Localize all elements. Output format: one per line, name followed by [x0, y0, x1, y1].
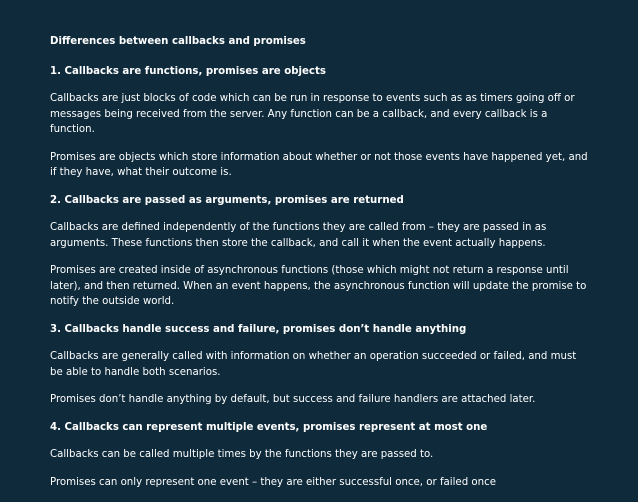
section-paragraph: Callbacks are just blocks of code which can be run in response to events such as as timers going off or messages being received from the server. Any function can be a callback, and every callback is a function.: [50, 93, 575, 135]
section-paragraph: Promises can only represent one event – they are either successful once, or failed once: [50, 476, 496, 488]
section-heading: 4. Callbacks can represent multiple events, promises represent at most one: [50, 421, 488, 433]
section-paragraph: Callbacks can be called multiple times by the functions they are passed to.: [50, 449, 434, 460]
section-paragraph: Promises are objects which store information about whether or not those events have happened yet, and if they have, what their outcome is.: [50, 151, 588, 178]
slide-content: [50, 34, 590, 502]
section-paragraph: Promises don’t handle anything by default, but success and failure handlers are attached later.: [50, 394, 536, 405]
section-3: [50, 322, 590, 408]
section-paragraph: Callbacks are generally called with information on whether an operation succeeded or failed, and must be able to handle both scenarios.: [50, 351, 577, 378]
section-heading: 3. Callbacks handle success and failure, promises don’t handle anything: [50, 323, 467, 335]
section-paragraph: Promises are created inside of asynchronous functions (those which might not return a response until later), and then returned. When an event happens, the asynchronous function will update the promise to notify the outside world.: [50, 265, 587, 307]
section-heading: 1. Callbacks are functions, promises are objects: [50, 65, 326, 77]
section-1: [50, 64, 590, 181]
section-heading: 2. Callbacks are passed as arguments, promises are returned: [50, 194, 404, 206]
section-2: [50, 193, 590, 310]
section-paragraph: Callbacks are defined independently of the functions they are called from – they are passed in as arguments. These functions then store the callback, and call it when the event actually happens.: [50, 222, 547, 249]
document-title: Differences between callbacks and promises: [50, 36, 306, 47]
section-4: [50, 420, 590, 491]
